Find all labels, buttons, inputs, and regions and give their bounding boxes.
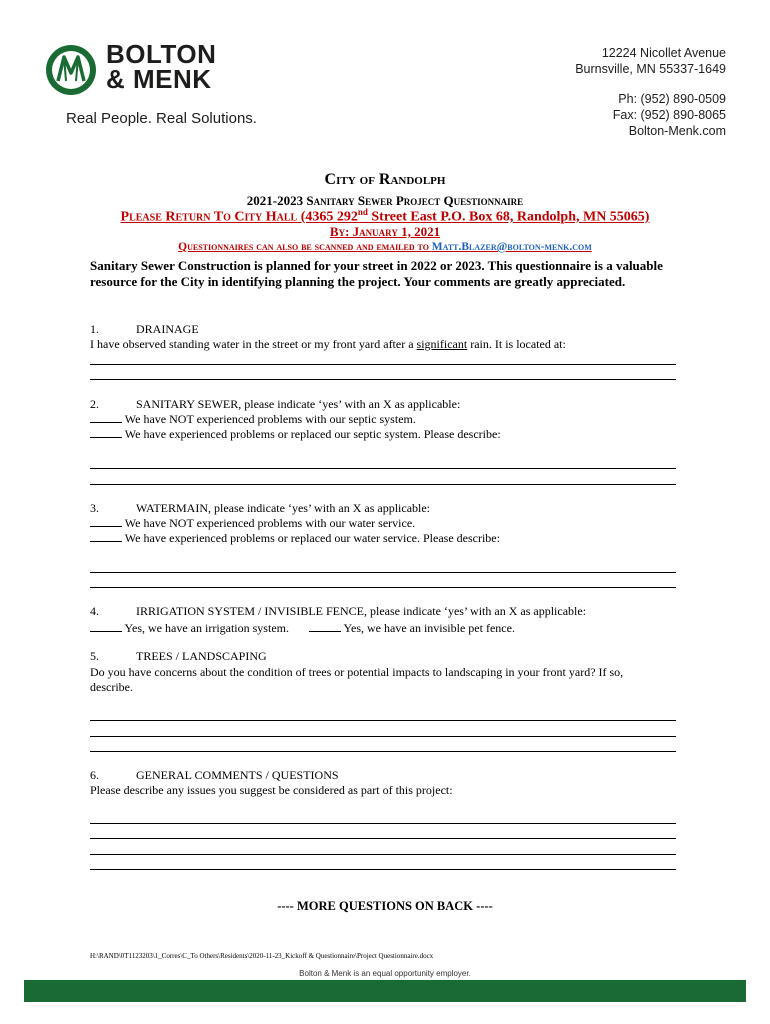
q1-text-emphasis: significant: [416, 337, 468, 351]
q3-checkbox-1[interactable]: [90, 516, 122, 527]
q4-number: 4.: [90, 604, 99, 618]
q3-option-1: [90, 516, 415, 530]
q4-options: [90, 621, 515, 635]
q2-checkbox-2[interactable]: [90, 427, 122, 438]
return-instructions: [0, 207, 770, 226]
q5-title: TREES / LANDSCAPING: [136, 649, 267, 663]
q1-heading: [90, 322, 199, 336]
q5-text-2: describe.: [90, 680, 133, 694]
website: Bolton-Menk.com: [628, 124, 726, 138]
q4-option-1-label: Yes, we have an irrigation system.: [122, 621, 289, 635]
bolton-menk-logo-icon: [44, 43, 98, 97]
brand-name: [106, 39, 217, 94]
q5-answer-line[interactable]: [90, 720, 676, 721]
q2-answer-line[interactable]: [90, 468, 676, 469]
city-title: City of Randolph: [324, 171, 446, 188]
q2-heading: [90, 397, 460, 411]
file-path: H:\RAND\0T1123203\1_Corres\C_To Others\Residents\2020-11-23_Kickoff & Questionnaire\Project Questionnaire.docx: [90, 952, 434, 960]
q3-option-1-label: We have NOT experienced problems with our water service.: [122, 516, 416, 530]
email-link[interactable]: Matt.Blazer@bolton-menk.com: [431, 241, 592, 253]
phone: Ph: (952) 890-0509: [618, 92, 726, 106]
return-prefix: Please Return To City Hall: [120, 209, 298, 225]
q3-title: WATERMAIN, please indicate ‘yes’ with an X as applicable:: [136, 501, 431, 515]
questionnaire-title: 2021-2023 Sanitary Sewer Project Questionnaire: [246, 193, 524, 208]
q2-option-1-label: We have NOT experienced problems with our septic system.: [122, 412, 416, 426]
q2-title: SANITARY SEWER, please indicate ‘yes’ with an X as applicable:: [136, 397, 461, 411]
q2-option-2: [90, 427, 501, 441]
more-questions-note: ---- MORE QUESTIONS ON BACK ----: [277, 899, 493, 913]
q3-answer-line[interactable]: [90, 587, 676, 588]
q4-title: IRRIGATION SYSTEM / INVISIBLE FENCE, please indicate ‘yes’ with an X as applicable:: [136, 604, 587, 618]
scan-text: Questionnaires can also be scanned and emailed to: [178, 241, 432, 253]
address-line-2: Burnsville, MN 55337-1649: [575, 62, 726, 76]
q4-checkbox-2[interactable]: [309, 621, 341, 632]
q4-heading: [90, 604, 586, 618]
return-sup: nd: [357, 207, 368, 217]
q3-answer-line[interactable]: [90, 572, 676, 573]
q2-answer-line[interactable]: [90, 484, 676, 485]
q6-text: Please describe any issues you suggest be considered as part of this project:: [90, 783, 453, 797]
q2-number: 2.: [90, 397, 99, 411]
q5-text: Do you have concerns about the condition of trees or potential impacts to landscaping in your front yard? If so,: [90, 665, 624, 679]
fax: Fax: (952) 890-8065: [612, 108, 726, 122]
q5-number: 5.: [90, 649, 99, 663]
q3-heading: [90, 501, 430, 515]
company-address: [575, 45, 726, 139]
due-date-value: January 1, 2021: [349, 224, 441, 239]
q1-text: [90, 337, 566, 351]
q1-answer-line[interactable]: [90, 364, 676, 365]
q5-answer-line[interactable]: [90, 751, 676, 752]
q3-checkbox-2[interactable]: [90, 531, 122, 542]
q3-option-2-label: We have experienced problems or replaced our water service. Please describe:: [122, 531, 500, 545]
brand-line-2: & MENK: [106, 64, 212, 94]
q2-option-2-label: We have experienced problems or replaced our septic system. Please describe:: [122, 427, 501, 441]
tagline: Real People. Real Solutions.: [66, 110, 257, 127]
address-line-1: 12224 Nicollet Avenue: [601, 46, 726, 60]
q1-number: 1.: [90, 322, 99, 336]
footer-bar: [24, 980, 746, 1002]
q3-option-2: [90, 531, 500, 545]
q1-text-b: rain. It is located at:: [467, 337, 566, 351]
q4-option-2-label: Yes, we have an invisible pet fence.: [340, 621, 515, 635]
return-address: (4365 292: [297, 209, 358, 225]
q6-title: GENERAL COMMENTS / QUESTIONS: [136, 768, 339, 782]
due-label: By:: [329, 224, 350, 239]
q5-heading: [90, 649, 267, 663]
eeo-statement: Bolton & Menk is an equal opportunity employer.: [299, 969, 471, 978]
q4-checkbox-1[interactable]: [90, 621, 122, 632]
q5-answer-line[interactable]: [90, 736, 676, 737]
due-date: [0, 224, 770, 240]
q6-answer-line[interactable]: [90, 838, 676, 839]
q1-text-a: I have observed standing water in the street or my front yard after a: [90, 337, 417, 351]
brand-line-1: BOLTON: [106, 39, 217, 69]
q6-answer-line[interactable]: [90, 869, 676, 870]
scan-instructions: [0, 241, 770, 253]
q6-heading: [90, 768, 339, 782]
q6-number: 6.: [90, 768, 99, 782]
q3-number: 3.: [90, 501, 99, 515]
q1-answer-line[interactable]: [90, 379, 676, 380]
q2-option-1: [90, 412, 416, 426]
q1-title: DRAINAGE: [136, 322, 199, 336]
intro-paragraph: Sanitary Sewer Construction is planned for your street in 2022 or 2023. This questionnaire is a valuable resource for the City in identifying planning the project. Your comments are greatly appreciated.: [90, 258, 663, 289]
q2-checkbox-1[interactable]: [90, 412, 122, 423]
q6-answer-line[interactable]: [90, 854, 676, 855]
return-suffix: Street East P.O. Box 68, Randolph, MN 55065): [367, 209, 650, 225]
q6-answer-line[interactable]: [90, 823, 676, 824]
